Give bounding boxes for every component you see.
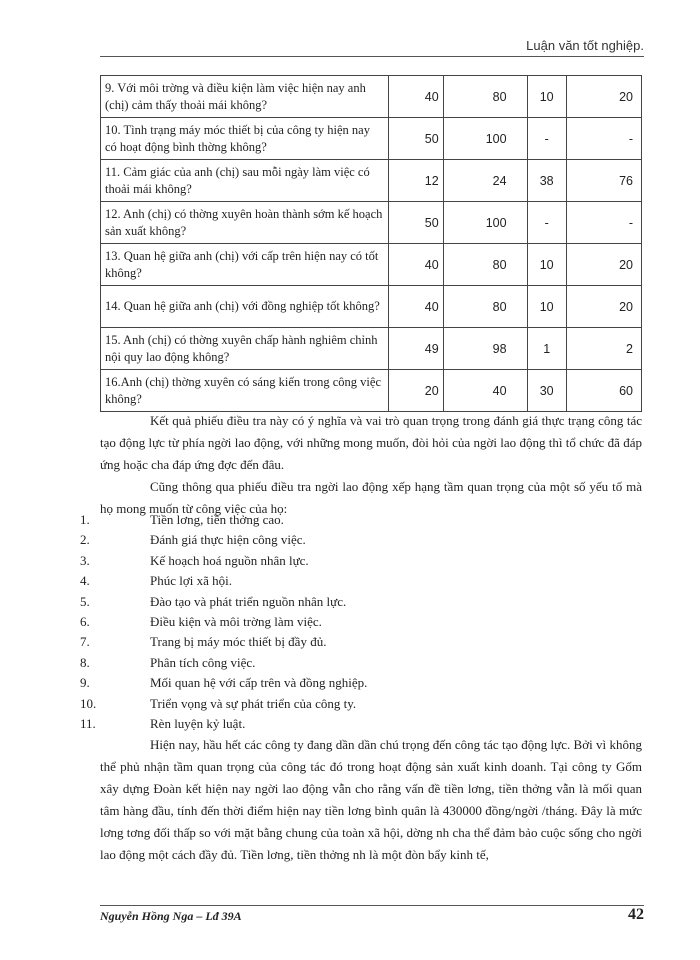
list-item-number: 6. bbox=[80, 613, 90, 629]
value-cell: 12 bbox=[389, 160, 443, 202]
question-cell: 9. Với môi trờng và điều kiện làm việc hiện nay anh (chị) cảm thấy thoải mái không? bbox=[101, 76, 389, 118]
list-item bbox=[80, 714, 367, 734]
list-item-number: 7. bbox=[80, 634, 90, 650]
value-cell: 40 bbox=[389, 76, 443, 118]
list-item-text: Tiền lơng, tiền thởng cao. bbox=[150, 512, 284, 527]
list-item-text: Rèn luyện kỷ luật. bbox=[150, 715, 246, 731]
value-cell: 80 bbox=[443, 286, 527, 328]
value-cell: 24 bbox=[443, 160, 527, 202]
list-item-text: Điều kiện và môi trờng làm việc. bbox=[150, 613, 322, 629]
value-cell: 2 bbox=[566, 328, 641, 370]
list-item-number: 9. bbox=[80, 675, 90, 691]
list-item bbox=[80, 653, 367, 673]
value-cell: 10 bbox=[527, 76, 566, 118]
value-cell: - bbox=[527, 202, 566, 244]
question-cell: 13. Quan hệ giữa anh (chị) với cấp trên hiện nay có tốt không? bbox=[101, 244, 389, 286]
value-cell: 100 bbox=[443, 118, 527, 160]
paragraph-ranking-intro: Cũng thông qua phiếu điều tra ngời lao động xếp hạng tầm quan trọng của một số yếu tố mà họ mong muốn từ công việc của họ: bbox=[100, 479, 642, 516]
value-cell: 50 bbox=[389, 118, 443, 160]
value-cell: 49 bbox=[389, 328, 443, 370]
value-cell: 20 bbox=[566, 76, 641, 118]
value-cell: 10 bbox=[527, 286, 566, 328]
value-cell: 1 bbox=[527, 328, 566, 370]
value-cell: 20 bbox=[389, 370, 443, 412]
question-cell: 12. Anh (chị) có thờng xuyên hoàn thành sớm kế hoạch sản xuất không? bbox=[101, 202, 389, 244]
value-cell: 40 bbox=[443, 370, 527, 412]
table-row bbox=[101, 328, 642, 370]
list-item-number: 3. bbox=[80, 552, 90, 568]
list-item-text: Mối quan hệ với cấp trên và đồng nghiệp. bbox=[150, 675, 368, 691]
table-row bbox=[101, 202, 642, 244]
table-row bbox=[101, 244, 642, 286]
value-cell: - bbox=[527, 118, 566, 160]
value-cell: 80 bbox=[443, 76, 527, 118]
list-item bbox=[80, 673, 367, 693]
list-item-text: Đánh giá thực hiện công việc. bbox=[150, 532, 306, 548]
list-item-number: 8. bbox=[80, 654, 90, 670]
footer-author: Nguyễn Hồng Nga – Lđ 39A bbox=[100, 909, 242, 923]
value-cell: - bbox=[566, 202, 641, 244]
list-item bbox=[80, 510, 367, 530]
table-row bbox=[101, 160, 642, 202]
list-item bbox=[80, 592, 367, 612]
value-cell: - bbox=[566, 118, 641, 160]
value-cell: 20 bbox=[566, 244, 641, 286]
list-item-number: 1. bbox=[80, 512, 90, 527]
page-number: 42 bbox=[628, 906, 644, 923]
paragraph-survey-significance: Kết quả phiếu điều tra này có ý nghĩa và vai trò quan trọng trong đánh giá thực trạng công tác tạo động lực từ phía ngời lao động, với những mong muốn, đòi hỏi của ngời lao động thì tổ chức đã đáp ứng hoặc cha đáp ứng đợc đến đâu. bbox=[100, 413, 642, 472]
value-cell: 100 bbox=[443, 202, 527, 244]
factor-list bbox=[80, 510, 367, 734]
question-cell: 16.Anh (chị) thờng xuyên có sáng kiến trong công việc không? bbox=[101, 370, 389, 412]
value-cell: 40 bbox=[389, 244, 443, 286]
question-cell: 15. Anh (chị) có thờng xuyên chấp hành nghiêm chỉnh nội quy lao động không? bbox=[101, 328, 389, 370]
table-row bbox=[101, 286, 642, 328]
question-cell: 14. Quan hệ giữa anh (chị) với đồng nghiệp tốt không? bbox=[101, 286, 389, 328]
list-item-text: Kế hoạch hoá nguồn nhân lực. bbox=[150, 552, 309, 568]
survey-table bbox=[100, 75, 642, 412]
value-cell: 50 bbox=[389, 202, 443, 244]
table-row bbox=[101, 370, 642, 412]
list-item-number: 5. bbox=[80, 593, 90, 609]
table-row bbox=[101, 76, 642, 118]
list-item-number: 10. bbox=[80, 695, 97, 711]
value-cell: 30 bbox=[527, 370, 566, 412]
list-item bbox=[80, 571, 367, 591]
list-item-text: Đào tạo và phát triển nguồn nhân lực. bbox=[150, 593, 347, 609]
list-item-number: 2. bbox=[80, 532, 90, 548]
list-item-text: Trang bị máy móc thiết bị đầy đủ. bbox=[150, 634, 327, 650]
question-cell: 10. Tình trạng máy móc thiết bị của công ty hiện nay có hoạt động bình thờng không? bbox=[101, 118, 389, 160]
list-item bbox=[80, 612, 367, 632]
value-cell: 20 bbox=[566, 286, 641, 328]
value-cell: 80 bbox=[443, 244, 527, 286]
header-rule bbox=[100, 56, 644, 57]
value-cell: 60 bbox=[566, 370, 641, 412]
value-cell: 10 bbox=[527, 244, 566, 286]
header-title: Luận văn tốt nghiệp. bbox=[526, 38, 644, 53]
table-row bbox=[101, 118, 642, 160]
list-item bbox=[80, 530, 367, 550]
list-item-number: 11. bbox=[80, 715, 96, 731]
value-cell: 76 bbox=[566, 160, 641, 202]
value-cell: 98 bbox=[443, 328, 527, 370]
question-cell: 11. Cảm giác của anh (chị) sau mỗi ngày làm việc có thoải mái không? bbox=[101, 160, 389, 202]
paragraph-current-situation: Hiện nay, hầu hết các công ty đang dần dần chú trọng đến công tác tạo động lực. Bởi vì không thể phủ nhận tầm quan trọng của công tác đó trong hoạt động sản xuất kinh doanh. Tại công ty Gốm xây dựng Đoàn kết hiện nay ngời lao động vẫn cho rằng vấn đề tiền lơng, tiền thởng vẫn là mối quan tâm hàng đầu, tính đến thời điểm hiện nay tiền lơng bình quân là 430000 đồng/ngời /tháng. Đây là mức lơng tơng đối thấp so với mặt bằng chung của toàn xã hội, dờng nh cha thể đảm bảo cuộc sống cho ngời lao động một cách đầy đủ. Tiền lơng, tiền thởng nh là một đòn bẩy kinh tế, bbox=[100, 737, 642, 862]
list-item-text: Phúc lợi xã hội. bbox=[150, 573, 232, 589]
list-item bbox=[80, 632, 367, 652]
list-item-text: Triển vọng và sự phát triển của công ty. bbox=[150, 695, 357, 711]
list-item bbox=[80, 694, 367, 714]
list-item-text: Phân tích công việc. bbox=[150, 654, 256, 670]
footer-rule bbox=[100, 905, 644, 906]
value-cell: 40 bbox=[389, 286, 443, 328]
list-item-number: 4. bbox=[80, 573, 90, 589]
list-item bbox=[80, 551, 367, 571]
value-cell: 38 bbox=[527, 160, 566, 202]
